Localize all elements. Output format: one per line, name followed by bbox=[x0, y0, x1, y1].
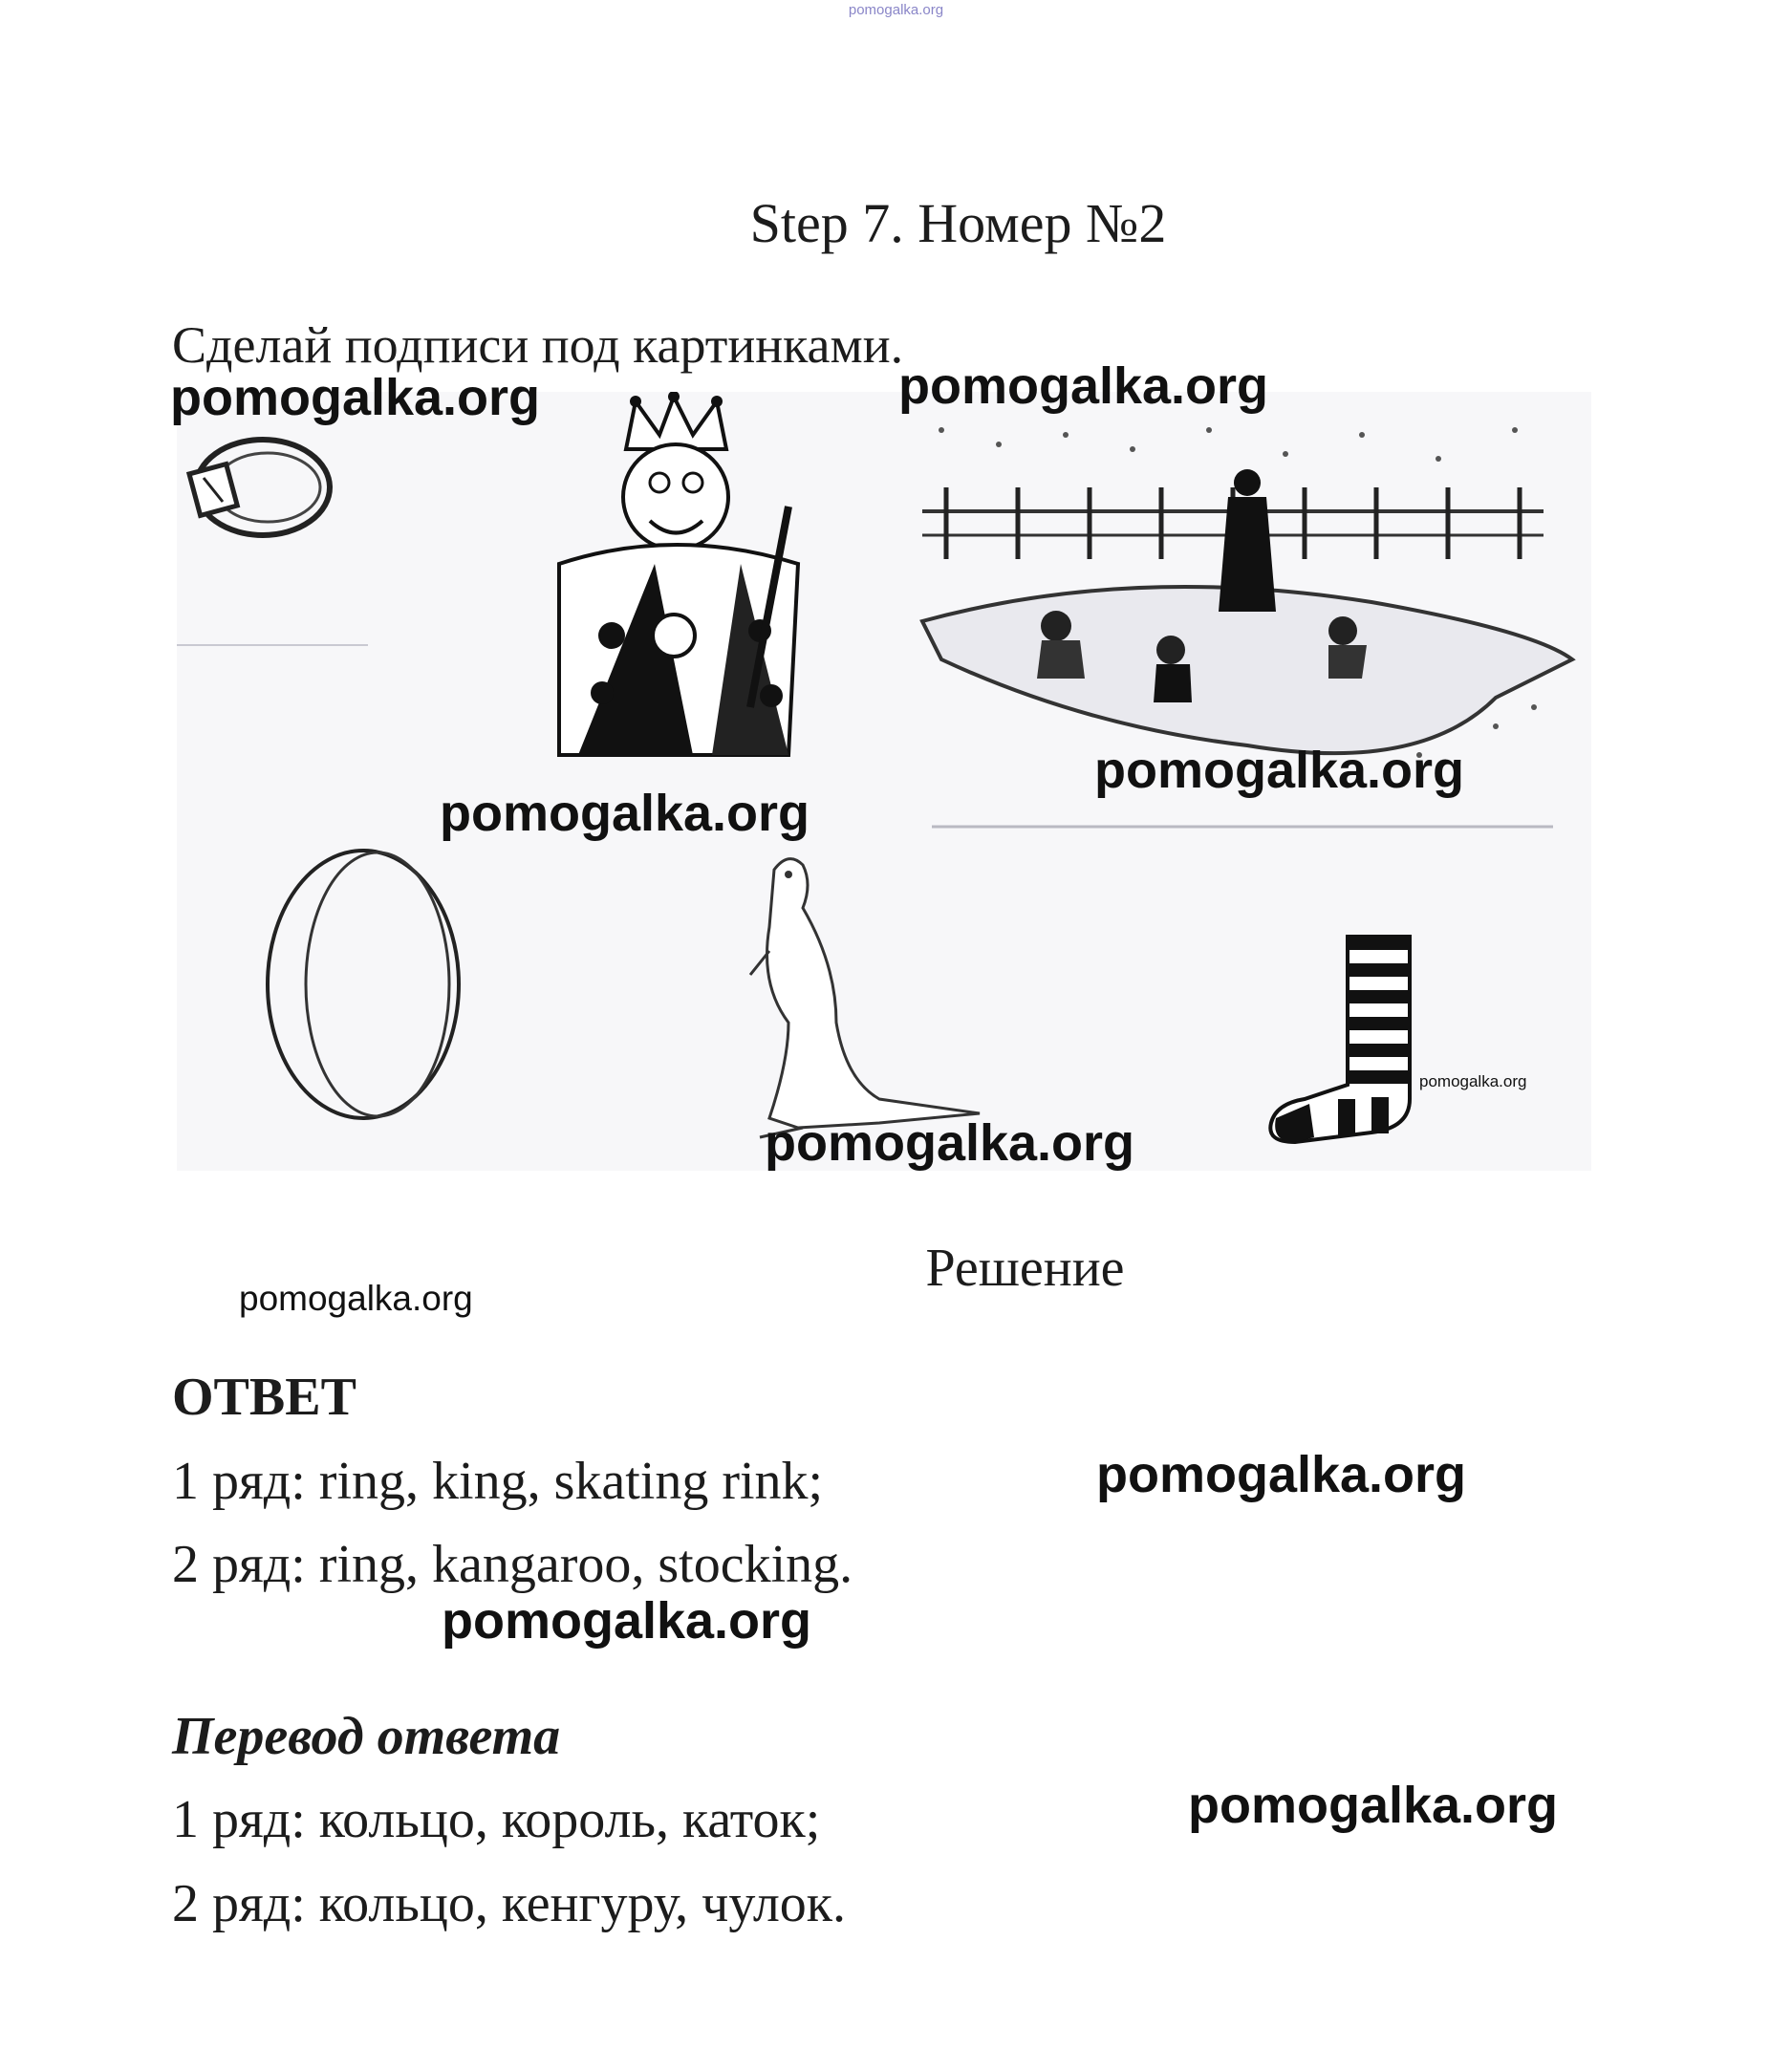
ring-picture-2 bbox=[268, 851, 459, 1118]
answer-row-1: 1 ряд: ring, king, skating rink; bbox=[172, 1452, 824, 1511]
header-watermark: pomogalka.org bbox=[848, 2, 944, 18]
king-picture bbox=[559, 392, 798, 755]
watermark: pomogalka.org bbox=[1188, 1777, 1559, 1834]
solution-heading: Решение bbox=[925, 1239, 1125, 1298]
watermark: pomogalka.org bbox=[440, 785, 810, 842]
watermark: pomogalka.org bbox=[898, 357, 1269, 415]
answer-heading: ОТВЕТ bbox=[172, 1368, 356, 1427]
watermark: pomogalka.org bbox=[170, 369, 541, 426]
instruction-text: Сделай подписи под картинками. bbox=[172, 316, 904, 374]
translation-row-2: 2 ряд: кольцо, кенгуру, чулок. bbox=[172, 1874, 847, 1933]
stocking-picture bbox=[1270, 937, 1410, 1142]
watermark: pomogalka.org bbox=[1096, 1446, 1467, 1503]
page-title: Step 7. Номер №2 bbox=[749, 192, 1167, 254]
watermark: pomogalka.org bbox=[1094, 742, 1465, 799]
skating-rink-picture bbox=[922, 427, 1572, 758]
watermark: pomogalka.org bbox=[442, 1592, 812, 1650]
translation-heading: Перевод ответа bbox=[172, 1707, 561, 1766]
kangaroo-picture bbox=[750, 859, 980, 1137]
answer-row-2: 2 ряд: ring, kangaroo, stocking. bbox=[172, 1535, 853, 1594]
watermark: pomogalka.org bbox=[239, 1279, 473, 1318]
watermark: pomogalka.org bbox=[765, 1114, 1135, 1172]
ring-picture-1 bbox=[189, 440, 330, 535]
translation-row-1: 1 ряд: кольцо, король, каток; bbox=[172, 1790, 821, 1849]
watermark: pomogalka.org bbox=[1419, 1072, 1527, 1090]
